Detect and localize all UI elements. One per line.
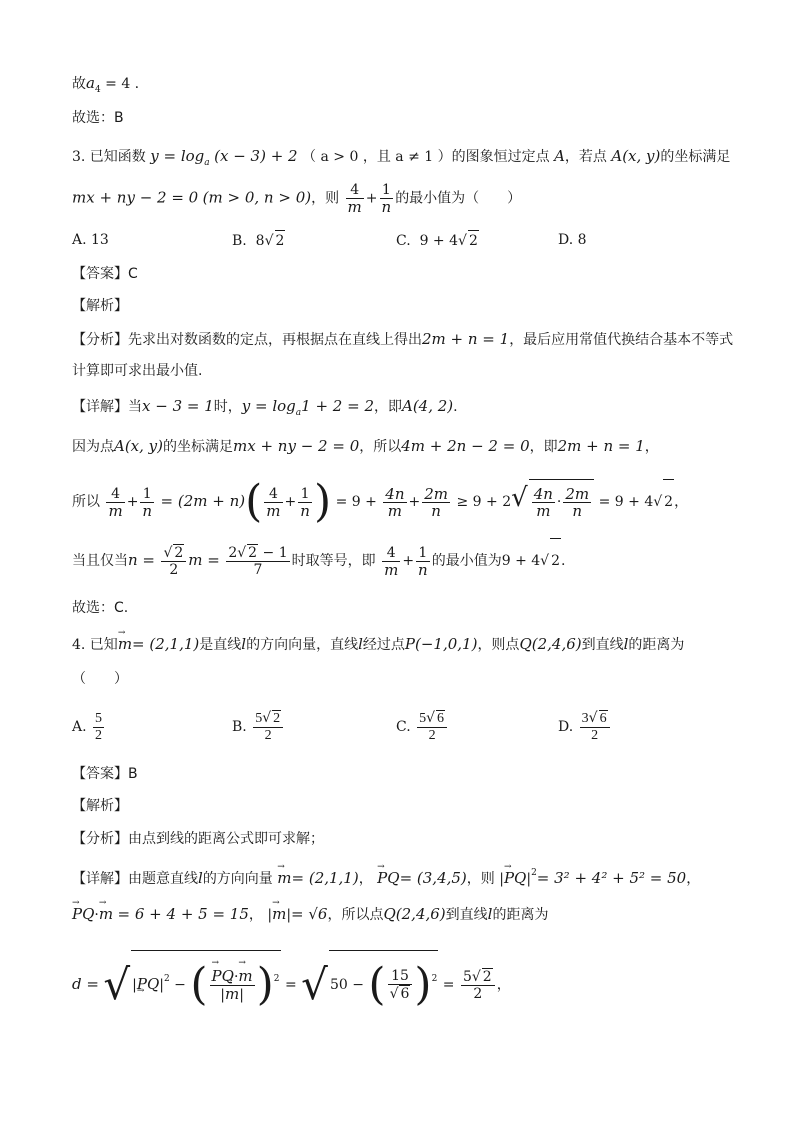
- detail-3-equality-condition: 当且仅当n = $\frac{√ 2}{2}$ m = $\frac{2√ 2 - 1}{7}$ 时取等号，即 $\frac{4}{m}$ + $\frac{1}{n}$ 的最小值为9 + 4√ 2.: [72, 538, 565, 583]
- detail-3-line-2: 因为点A(x, y)的坐标满足mx + ny − 2 = 0，所以4m + 2n − 2 = 0，即2m + n = 1，: [72, 437, 659, 455]
- option-d: D. 8: [558, 232, 587, 248]
- question-3-line-1: 3. 已知函数 $y = \log_a (x - 3) + 2$ （ a > 0 ，且 a ≠ 1 ）的图象恒过定点 A，若点 A(x, y)的坐标满足: [72, 147, 731, 168]
- option-4c: C. $\frac{5√ 6}{2}$: [396, 705, 449, 749]
- analysis-3-line-1: 【分析】先求出对数函数的定点，再根据点在直线上得出2m + n = 1，最后应用常值代换结合基本不等式: [72, 330, 734, 348]
- detail-3-line-1: 【详解】当x − 3 = 1时，$y = \log_a1 + 2 = 2$，即A(4, 2).: [72, 397, 458, 418]
- distance-formula: d = √|→ $PQ|^2$ − ( → $\frac{PQ\cdot\to m}{|\to m|}$ )$^2$ = √ 50 − ( $\frac{15}{√ 6}$ )$^2$ = $\frac{5√ 2}{2}$ ，: [72, 950, 511, 1013]
- option-4b: B. $\frac{5√ 2}{2}$: [232, 705, 285, 749]
- option-4a: A. $\frac{5}{2}$: [72, 710, 103, 743]
- option-c: C. 9 + 4√ 2: [396, 230, 479, 251]
- question-4-line-2: （ ）: [72, 671, 128, 687]
- question-4-line-1: 4. 已知→ m= (2,1,1)是直线l的方向向量，直线l经过点P(−1,0,1)，则点Q(2,4,6)到直线l的距离为: [72, 634, 684, 655]
- analysis-3-line-2: 计算即可求出最小值.: [72, 363, 203, 379]
- fraction-4-over-m: $\frac{4}{m}$: [347, 182, 362, 216]
- analysis-4-heading: 【解析】: [72, 798, 128, 814]
- analysis-3-heading: 【解析】: [72, 298, 128, 314]
- option-4d: D. $\frac{3√ 6}{2}$: [558, 705, 612, 749]
- question-3-line-2: mx + ny − 2 = 0 (m > 0, n > 0)，则 $\frac{4}{m}$ + $\frac{1}{n}$ 的最小值为（ ）: [72, 182, 522, 216]
- detail-4-line-2: → PQ·→ m = 6 + 4 + 5 = 15， |→ m|= √6，所以点Q(2,4,6)到直线l的距离为: [72, 904, 548, 925]
- option-b: B. 8√ 2: [232, 230, 285, 251]
- answer-4: 【答案】B: [72, 766, 138, 782]
- detail-3-inequality: 所以 $\frac{4}{m}$ + $\frac{1}{n}$ = (2m + n)( $\frac{4}{m}$ + $\frac{1}{n}$ ) = 9 + $\frac{4n}{m}$ + $\frac{2m}{n}$ ≥ 9 + 2√ $\frac{4n}{m}$ · $\frac{2m}{n}$ = 9 + 4√ 2，: [72, 476, 689, 527]
- line-conclusion-a4: 故$a_4 = 4$ .: [72, 74, 140, 95]
- option-a: A. 13: [72, 232, 109, 248]
- fraction-1-over-n: $\frac{1}{n}$: [381, 182, 392, 216]
- line-choose-b: 故选：B: [72, 110, 124, 126]
- choose-c: 故选：C.: [72, 600, 129, 616]
- answer-3: 【答案】C: [72, 266, 138, 282]
- analysis-4-line: 【分析】由点到线的距离公式即可求解；: [72, 831, 324, 847]
- detail-4-line-1: 【详解】由题意直线l的方向向量 → m= (2,1,1)， → PQ= (3,4,5)，则 |→ $PQ|^2= 3^2 + 4^2 + 5^2 = 50$，: [72, 863, 700, 889]
